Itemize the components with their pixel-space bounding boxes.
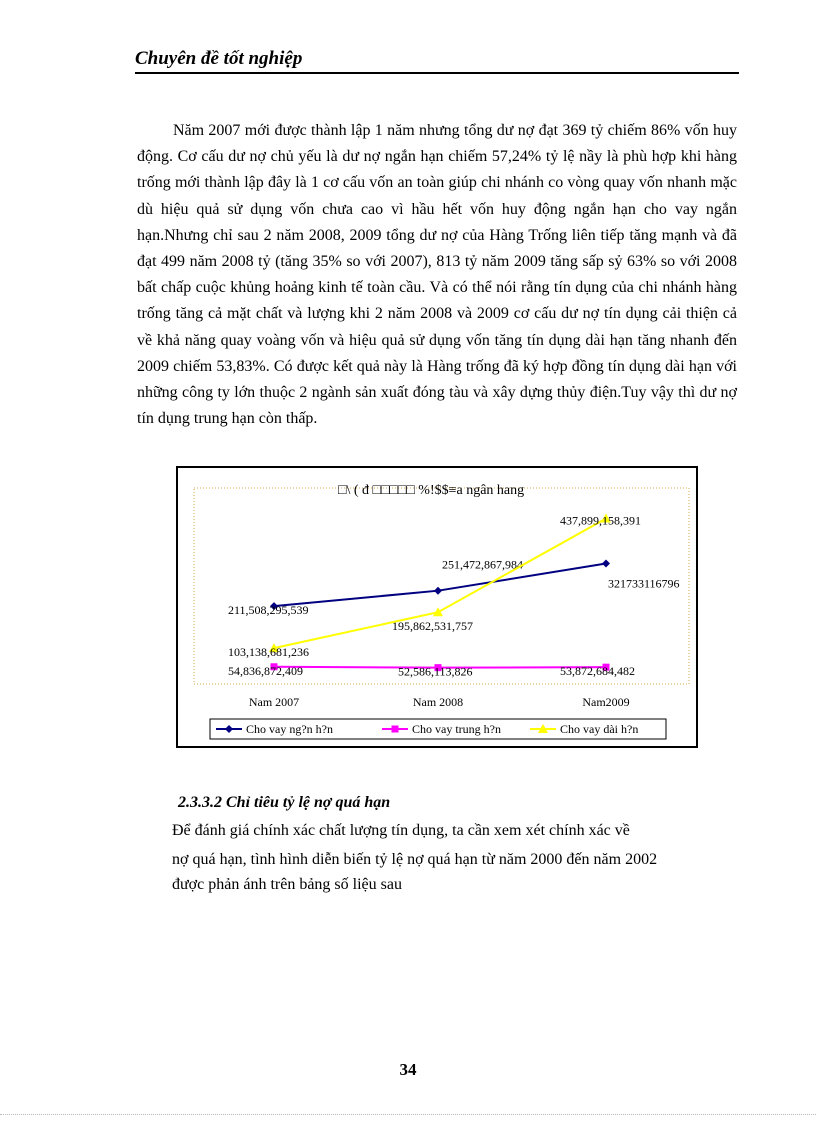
body-paragraph: Năm 2007 mới được thành lập 1 năm nhưng tổng dư nợ đạt 369 tỷ chiếm 86% vốn huy động. Cơ cấu dư nợ chủ yếu là dư nợ ngắn hạn chiếm 57,24% tỷ lệ nầy là phù hợp khi hàng trống mới thành lập đây là 1 cơ cấu vốn an toàn giúp chi nhánh co vòng quay vốn nhanh mặc dù hiệu quả sử dụng vốn chưa cao vì hầu hết vốn huy động ngắn hạn cho vay ngắn hạn.Nhưng chỉ sau 2 năm 2008, 2009 tổng dư nợ của Hàng Trống liên tiếp tăng mạnh và đã đạt 499 năm 2008 tỷ (tăng 35% so với 2007), 813 tỷ năm 2009 tăng sấp sỷ 63% so với 2008 bất chấp cuộc khủng hoảng kinh tế toàn cầu. Và có thể nói rằng tín dụng của chi nhánh hàng trống tăng cả mặt chất và lượng khi 2 năm 2008 và 2009 cơ cấu dư nợ tín dụng cải thiện cả về khả năng quay voàng vốn và hiệu quả sử dụng vốn tăng tín dụng dài hạn tăng nhanh đến 2009 chiếm 53,83%. Có được kết quả này là Hàng trống đã ký hợp đồng tín dụng dài hạn với những công ty lớn thuộc 2 ngành sản xuất đóng tàu và xây dựng thủy điện.Tuy vậy thì dư nợ tín dụng trung hạn còn thấp. — [137, 122, 737, 428]
legend-label: Cho vay ng?n h?n — [246, 722, 333, 736]
section-line-2: nợ quá hạn, tình hình diễn biến tỷ lệ nợ quá hạn từ năm 2000 đến năm 2002 — [172, 851, 658, 868]
data-label: 53,872,684,482 — [560, 664, 635, 679]
legend-label: Cho vay dài h?n — [560, 722, 639, 736]
document-header-title: Chuyên đề tốt nghiệp — [135, 48, 303, 69]
x-tick-label: Nam 2008 — [412, 695, 464, 709]
section-title: 2.3.3.2 Chỉ tiêu tỷ lệ nợ quá hạn — [178, 794, 391, 811]
section-line-1: Để đánh giá chính xác chất lượng tín dụng, ta cần xem xét chính xác về — [172, 822, 630, 839]
x-tick-label: Nam 2007 — [248, 695, 300, 709]
data-label: 103,138,681,236 — [228, 645, 309, 660]
loan-chart-svg — [178, 468, 700, 750]
data-point — [433, 607, 443, 616]
data-label: 52,586,113,826 — [398, 664, 473, 679]
section-line-3: được phản ánh trên bảng số liệu sau — [172, 876, 402, 893]
data-point — [434, 587, 442, 595]
series-line-1 — [274, 564, 606, 607]
data-label: 437,899,158,391 — [560, 513, 641, 528]
legend-label: Cho vay trung h?n — [412, 722, 501, 736]
data-label: 321733116796 — [608, 576, 680, 591]
x-tick-label: Nam2009 — [582, 695, 630, 709]
header-rule — [135, 72, 739, 74]
data-label: 54,836,872,409 — [228, 663, 303, 678]
legend-marker — [392, 726, 399, 733]
data-label: 211,508,295,539 — [228, 603, 309, 618]
data-point — [602, 560, 610, 568]
data-label: 195,862,531,757 — [392, 619, 473, 634]
loan-chart — [176, 466, 698, 748]
data-label: 251,472,867,984 — [442, 557, 523, 572]
chart-title: □\ ( đ □□□□□ %!$$≡a ngân hang — [338, 483, 525, 498]
page-bottom-edge — [0, 1114, 816, 1115]
page-number: 34 — [399, 1060, 417, 1079]
